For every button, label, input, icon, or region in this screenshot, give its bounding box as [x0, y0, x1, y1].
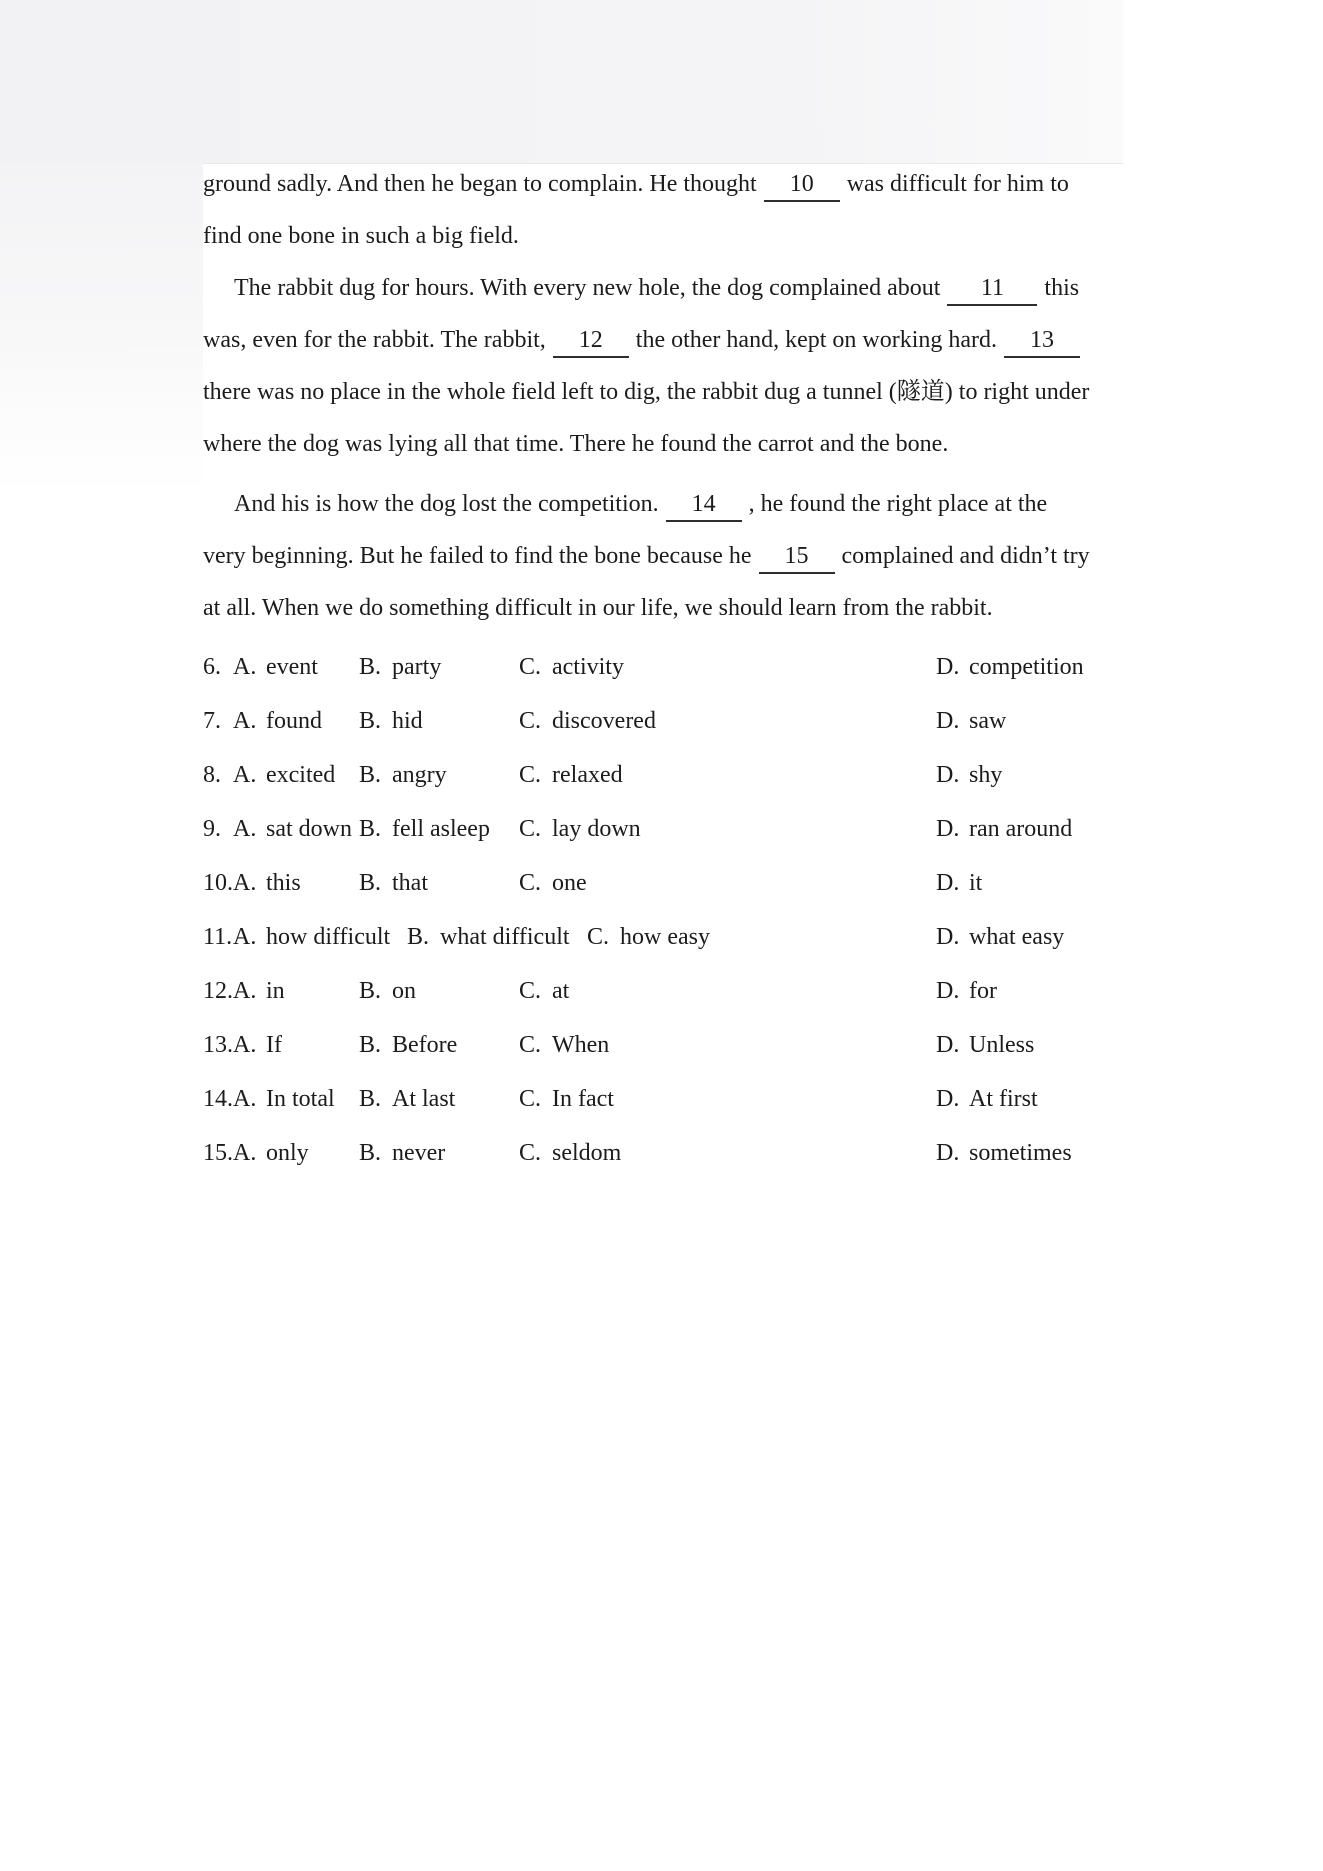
option-label: D.: [936, 654, 960, 680]
option-text: how easy: [620, 924, 710, 950]
passage-line: [203, 366, 1123, 418]
option-text: found: [266, 708, 322, 734]
option-c: [519, 694, 656, 748]
option-text: activity: [552, 654, 624, 680]
option-c: [519, 802, 641, 856]
passage-text: there was no place in the whole field left to dig, the rabbit dug a tunnel (隧道) to right under: [203, 379, 1090, 405]
option-label: B.: [359, 1086, 382, 1112]
option-d: [936, 964, 997, 1018]
option-text: In fact: [552, 1086, 614, 1112]
option-b: [359, 1126, 445, 1180]
option-text: sat down: [266, 816, 352, 842]
question-row: [203, 856, 1123, 910]
option-text: this: [266, 870, 301, 896]
passage-text: this: [1044, 275, 1080, 301]
blank-12: 12: [553, 325, 629, 358]
option-b: [359, 1072, 455, 1126]
option-label: A.: [233, 1140, 257, 1166]
option-label: C.: [519, 1032, 542, 1058]
option-label: A.: [233, 978, 257, 1004]
option-text: If: [266, 1032, 282, 1058]
option-text: Before: [392, 1032, 458, 1058]
option-label: D.: [936, 1032, 960, 1058]
option-text: hid: [392, 708, 423, 734]
passage-text: find one bone in such a big field.: [203, 223, 519, 249]
option-a: [233, 654, 318, 680]
option-label: B.: [359, 978, 382, 1004]
question-row: [203, 640, 1123, 694]
option-label: B.: [359, 654, 382, 680]
option-d: [936, 640, 1084, 694]
question-row: [203, 748, 1123, 802]
option-text: excited: [266, 762, 336, 788]
option-a: [233, 1140, 309, 1166]
option-d: [936, 694, 1006, 748]
option-text: on: [392, 978, 416, 1004]
option-text: saw: [969, 708, 1007, 734]
option-text: at: [552, 978, 570, 1004]
option-label: B.: [359, 1032, 382, 1058]
option-a: [233, 762, 335, 788]
option-text: When: [552, 1032, 610, 1058]
option-label: C.: [587, 924, 610, 950]
option-c: [519, 1072, 614, 1126]
option-label: C.: [519, 978, 542, 1004]
question-row: [203, 1072, 1123, 1126]
option-c: [519, 964, 569, 1018]
option-label: D.: [936, 1140, 960, 1166]
passage-line: [203, 262, 1123, 314]
question-number: 14.: [203, 1086, 233, 1112]
option-label: A.: [233, 708, 257, 734]
blank-14: 14: [666, 489, 742, 522]
question-row: [203, 1126, 1123, 1180]
passage-text: was, even for the rabbit. The rabbit,: [203, 327, 546, 353]
option-b: [359, 694, 423, 748]
option-c: [519, 1018, 609, 1072]
option-text: seldom: [552, 1140, 622, 1166]
question-row: [203, 694, 1123, 748]
blank-11: 11: [947, 273, 1037, 306]
option-b: [359, 964, 416, 1018]
option-text: what easy: [969, 924, 1065, 950]
option-label: C.: [519, 816, 542, 842]
option-b: [359, 1018, 457, 1072]
option-label: B.: [359, 816, 382, 842]
option-a: [233, 870, 301, 896]
question-number: 8.: [203, 762, 221, 788]
option-a: [233, 924, 390, 950]
option-c: [519, 748, 623, 802]
question-row: [203, 964, 1123, 1018]
question-number: 15.: [203, 1140, 233, 1166]
passage-text: the other hand, kept on working hard.: [635, 327, 998, 353]
option-text: At first: [969, 1086, 1038, 1112]
option-text: party: [392, 654, 442, 680]
passage-line: [203, 418, 1123, 470]
option-label: A.: [233, 924, 257, 950]
option-label: B.: [359, 1140, 382, 1166]
option-text: in: [266, 978, 285, 1004]
option-label: A.: [233, 870, 257, 896]
option-a: [233, 978, 285, 1004]
option-text: shy: [969, 762, 1003, 788]
passage-text: , he found the right place at the: [748, 491, 1048, 517]
option-text: it: [969, 870, 983, 896]
option-d: [936, 910, 1064, 964]
option-label: C.: [519, 654, 542, 680]
option-text: fell asleep: [392, 816, 490, 842]
question-number: 6.: [203, 654, 221, 680]
passage-line: [203, 210, 1123, 262]
option-a: [233, 1032, 282, 1058]
blank-15: 15: [759, 541, 835, 574]
option-text: ran around: [969, 816, 1073, 842]
passage-text: ground sadly. And then he began to complain. He thought: [203, 171, 757, 197]
option-label: D.: [936, 870, 960, 896]
question-number: 7.: [203, 708, 221, 734]
blank-10: 10: [764, 169, 840, 202]
option-d: [936, 802, 1072, 856]
option-text: discovered: [552, 708, 656, 734]
passage-text: at all. When we do something difficult in our life, we should learn from the rabbit.: [203, 595, 993, 621]
option-label: C.: [519, 708, 542, 734]
option-b: [359, 748, 447, 802]
option-label: A.: [233, 762, 257, 788]
passage-text: The rabbit dug for hours. With every new hole, the dog complained about: [234, 275, 941, 301]
question-number: 13.: [203, 1032, 233, 1058]
option-text: never: [392, 1140, 446, 1166]
question-number: 11.: [203, 924, 233, 950]
question-row: [203, 802, 1123, 856]
cloze-passage: [203, 0, 1123, 634]
option-label: C.: [519, 762, 542, 788]
option-text: that: [392, 870, 428, 896]
option-text: angry: [392, 762, 447, 788]
scan-edge-left: [0, 163, 203, 493]
option-c: [519, 856, 587, 910]
option-label: C.: [519, 1086, 542, 1112]
option-c: [519, 640, 624, 694]
option-label: D.: [936, 978, 960, 1004]
option-b: [359, 640, 441, 694]
option-label: B.: [359, 762, 382, 788]
option-label: D.: [936, 816, 960, 842]
option-label: A.: [233, 654, 257, 680]
option-b: [407, 910, 570, 964]
option-text: relaxed: [552, 762, 623, 788]
option-text: competition: [969, 654, 1084, 680]
option-text: lay down: [552, 816, 641, 842]
option-label: A.: [233, 816, 257, 842]
passage-text: where the dog was lying all that time. There he found the carrot and the bone.: [203, 431, 949, 457]
option-text: for: [969, 978, 997, 1004]
option-label: B.: [407, 924, 430, 950]
question-row: [203, 910, 1123, 964]
option-a: [233, 1086, 335, 1112]
option-text: sometimes: [969, 1140, 1072, 1166]
option-text: Unless: [969, 1032, 1035, 1058]
passage-line: [203, 158, 1123, 210]
options-block: [203, 640, 1123, 1180]
option-c: [519, 1126, 621, 1180]
option-a: [233, 816, 352, 842]
question-row: [203, 1018, 1123, 1072]
option-text: only: [266, 1140, 309, 1166]
option-b: [359, 856, 428, 910]
option-label: B.: [359, 708, 382, 734]
blank-13: 13: [1004, 325, 1080, 358]
passage-text: was difficult for him to: [846, 171, 1069, 197]
option-text: how difficult: [266, 924, 391, 950]
option-label: B.: [359, 870, 382, 896]
passage-text: very beginning. But he failed to find the bone because he: [203, 543, 752, 569]
option-b: [359, 802, 490, 856]
passage-line: [203, 478, 1123, 530]
option-text: what difficult: [440, 924, 570, 950]
option-label: D.: [936, 708, 960, 734]
option-label: D.: [936, 924, 960, 950]
option-label: A.: [233, 1086, 257, 1112]
option-d: [936, 1018, 1034, 1072]
passage-line: [203, 314, 1123, 366]
option-d: [936, 1072, 1038, 1126]
option-text: one: [552, 870, 587, 896]
option-text: At last: [392, 1086, 456, 1112]
option-text: event: [266, 654, 318, 680]
question-number: 12.: [203, 978, 233, 1004]
option-text: In total: [266, 1086, 335, 1112]
question-number: 10.: [203, 870, 233, 896]
passage-line: [203, 530, 1123, 582]
option-label: C.: [519, 1140, 542, 1166]
option-d: [936, 856, 982, 910]
option-a: [233, 708, 322, 734]
passage-text: And his is how the dog lost the competition.: [234, 491, 659, 517]
passage-line: [203, 582, 1123, 634]
option-label: A.: [233, 1032, 257, 1058]
option-label: D.: [936, 1086, 960, 1112]
option-label: C.: [519, 870, 542, 896]
option-c: [587, 910, 710, 964]
option-d: [936, 748, 1002, 802]
passage-text: complained and didn’t try: [841, 543, 1090, 569]
page-content: [203, 0, 1123, 1871]
question-number: 9.: [203, 816, 221, 842]
option-d: [936, 1126, 1072, 1180]
option-label: D.: [936, 762, 960, 788]
